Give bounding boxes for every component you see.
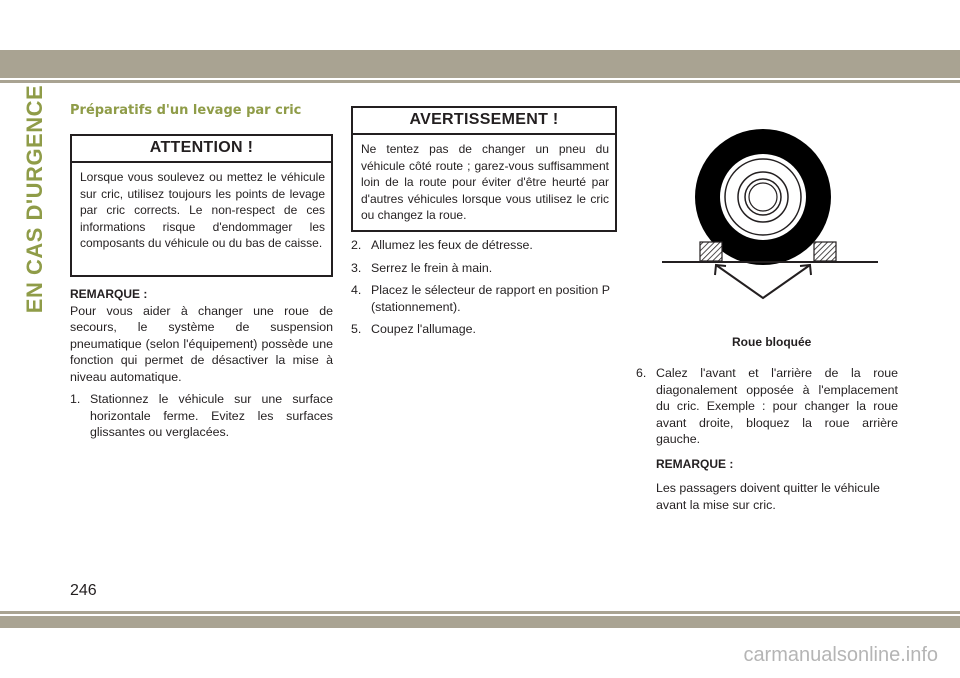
attention-title: ATTENTION !: [72, 136, 331, 163]
footer-band: [0, 616, 960, 628]
wheel-chock-left-icon: [700, 242, 722, 261]
list-item-number: 3.: [351, 260, 362, 275]
remark-text: Pour vous aider à changer une roue de secours, le système de suspension pneumatique (selon l'équipement) possède une fonction qui permet de désactiver la mise à niveau automatique.: [70, 303, 333, 384]
list-item: [351, 282, 617, 315]
column-2: [351, 237, 617, 344]
attention-box: [70, 134, 333, 277]
list-item: [636, 365, 898, 448]
remark-label: REMARQUE :: [70, 287, 148, 301]
figure-caption: Roue bloquée: [732, 335, 812, 349]
column-3: [636, 365, 898, 513]
header-rule: [0, 80, 960, 83]
warning-text: Ne tentez pas de changer un pneu du véhicule côté route ; garez-vous suffisamment loin de la route pour éviter d'être heurté par d'autres véhicules lorsque vous utilisez le cric ou changez la roue.: [361, 142, 609, 222]
remark-text: Les passagers doivent quitter le véhicule avant la mise sur cric.: [656, 481, 880, 512]
chapter-side-tab-label: EN CAS D'URGENCE: [22, 84, 47, 314]
wheel-chock-right-icon: [814, 242, 836, 261]
list-item: [351, 260, 617, 277]
list-item-number: 2.: [351, 238, 362, 252]
header-band: [0, 50, 960, 78]
footer-rule: [0, 611, 960, 614]
chock-arrows-icon: [715, 265, 811, 298]
column-1: [70, 286, 333, 447]
watermark: carmanualsonline.info: [743, 644, 938, 666]
list-item-text: Coupez l'allumage.: [371, 322, 476, 336]
list-item-text: Calez l'avant et l'arrière de la roue diagonalement opposée à l'emplacement du cric. Exemple : pour changer la roue avant droite, bloquez la roue arrière gauche.: [656, 366, 898, 446]
warning-box: [351, 106, 617, 232]
list-item: [70, 391, 333, 441]
list-item-text: Serrez le frein à main.: [371, 260, 493, 275]
list-item-text: Stationnez le véhicule sur une surface horizontale ferme. Evitez les surfaces glissantes ou verglacées.: [90, 392, 333, 439]
chapter-side-tab: [20, 84, 50, 314]
list-item: [351, 321, 617, 338]
remark-block: [636, 456, 898, 514]
warning-title: AVERTISSEMENT !: [353, 108, 615, 135]
blocked-wheel-illustration: [650, 125, 890, 305]
list-item-number: 5.: [351, 322, 362, 336]
list-item: [351, 237, 617, 254]
list-item-text: Allumez les feux de détresse.: [371, 238, 533, 252]
section-title: Préparatifs d'un levage par cric: [70, 103, 302, 118]
remark-label: REMARQUE :: [656, 456, 734, 471]
list-item-number: 6.: [636, 366, 647, 380]
list-item-number: 1.: [70, 392, 81, 406]
page-number: 246: [70, 582, 97, 599]
attention-text: Lorsque vous soulevez ou mettez le véhicule sur cric, utilisez toujours les points de levage par cric corrects. Le non-respect de ces informations risque d'endommager les composants du véhicule ou du bas de caisse.: [80, 170, 325, 250]
list-item-number: 4.: [351, 283, 362, 297]
list-item-text: Placez le sélecteur de rapport en position P (stationnement).: [371, 283, 610, 314]
